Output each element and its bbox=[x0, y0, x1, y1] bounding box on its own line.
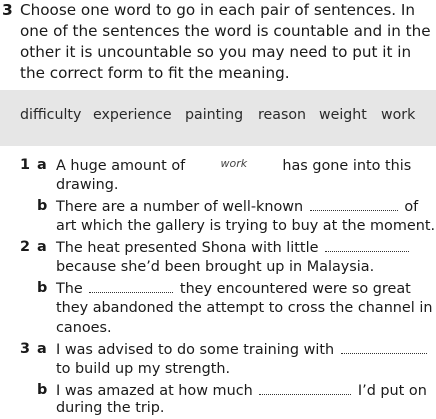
item-number: 2 bbox=[20, 239, 31, 255]
sentence-text: art which the gallery is trying to buy at the moment. bbox=[56, 218, 436, 234]
item-letter: b bbox=[37, 198, 48, 214]
item-number: 3 bbox=[20, 341, 31, 357]
answer-blank[interactable] bbox=[192, 157, 276, 170]
word-box bbox=[0, 90, 436, 146]
sentence-text: because she’d been brought up in Malaysia. bbox=[56, 259, 375, 275]
instruction-line: other it is uncountable so you may need to put it in bbox=[20, 43, 412, 61]
sentence-text: I was advised to do some training with bbox=[56, 342, 335, 358]
sentence-text: drawing. bbox=[56, 177, 119, 193]
sentence-text: of bbox=[404, 199, 419, 215]
word-option: weight bbox=[319, 107, 367, 123]
answer-blank[interactable] bbox=[325, 239, 409, 252]
word-option: reason bbox=[258, 107, 307, 123]
item-letter: b bbox=[37, 280, 48, 296]
sentence-3b bbox=[56, 382, 427, 399]
word-option: work bbox=[381, 107, 416, 123]
answer-blank[interactable] bbox=[89, 280, 173, 293]
sentence-1b bbox=[56, 198, 418, 215]
item-letter: b bbox=[37, 382, 48, 398]
sentence-text: they abandoned the attempt to cross the channel in bbox=[56, 300, 433, 316]
answer-blank[interactable] bbox=[310, 198, 398, 211]
word-option: experience bbox=[93, 107, 172, 123]
item-letter: a bbox=[37, 341, 47, 357]
exercise-number: 3 bbox=[2, 1, 13, 19]
instruction-line: Choose one word to go in each pair of sentences. In bbox=[20, 1, 415, 19]
sentence-text: The bbox=[56, 281, 83, 297]
item-number: 1 bbox=[20, 157, 31, 173]
sentence-2a bbox=[56, 239, 411, 256]
sentence-text: during the trip. bbox=[56, 400, 165, 416]
word-option: difficulty bbox=[20, 107, 82, 123]
sentence-text: I’d put on bbox=[357, 383, 427, 399]
sentence-text: they encountered were so great bbox=[179, 281, 411, 297]
instruction-line: one of the sentences the word is countable and in the bbox=[20, 22, 431, 40]
sentence-text: has gone into this bbox=[282, 158, 412, 174]
item-letter: a bbox=[37, 157, 47, 173]
instruction-line: the correct form to fit the meaning. bbox=[20, 64, 290, 82]
sentence-1a bbox=[56, 157, 411, 174]
sentence-2b bbox=[56, 280, 411, 297]
sentence-text: A huge amount of bbox=[56, 158, 186, 174]
answer-blank[interactable] bbox=[341, 341, 427, 354]
sentence-text: There are a number of well-known bbox=[56, 199, 304, 215]
word-option: painting bbox=[185, 107, 244, 123]
answer-blank[interactable] bbox=[259, 382, 351, 395]
sentence-3a bbox=[56, 341, 429, 358]
answer-example: work bbox=[192, 157, 276, 170]
sentence-text: to build up my strength. bbox=[56, 361, 231, 377]
item-letter: a bbox=[37, 239, 47, 255]
sentence-text: The heat presented Shona with little bbox=[56, 240, 319, 256]
sentence-text: canoes. bbox=[56, 320, 112, 336]
sentence-text: I was amazed at how much bbox=[56, 383, 253, 399]
